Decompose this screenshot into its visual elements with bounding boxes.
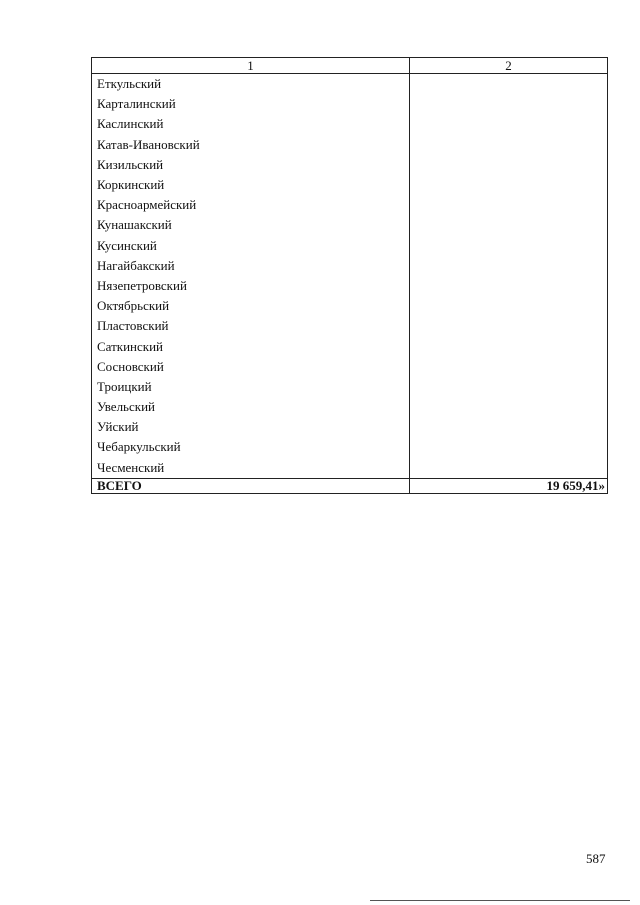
district-name: Троицкий <box>92 377 410 397</box>
district-name: Карталинский <box>92 94 410 114</box>
table-row <box>92 256 608 276</box>
district-name: Красноармейский <box>92 195 410 215</box>
table-row <box>92 276 608 296</box>
table-row <box>92 397 608 417</box>
district-value <box>410 155 608 175</box>
district-name: Уйский <box>92 417 410 437</box>
district-value <box>410 357 608 377</box>
table-row <box>92 114 608 134</box>
district-value <box>410 316 608 336</box>
district-name: Увельский <box>92 397 410 417</box>
table-row <box>92 417 608 437</box>
table-row <box>92 155 608 175</box>
table-row <box>92 94 608 114</box>
district-name: Сосновский <box>92 357 410 377</box>
district-name: Катав-Ивановский <box>92 135 410 155</box>
table-row <box>92 458 608 479</box>
district-value <box>410 74 608 95</box>
table-row <box>92 357 608 377</box>
district-name: Пластовский <box>92 316 410 336</box>
table-row <box>92 437 608 457</box>
district-value <box>410 135 608 155</box>
header-row <box>92 58 608 74</box>
district-value <box>410 336 608 356</box>
total-row <box>92 478 608 493</box>
district-name: Каслинский <box>92 114 410 134</box>
table-row <box>92 195 608 215</box>
table-row <box>92 336 608 356</box>
district-value <box>410 215 608 235</box>
district-name: Кизильский <box>92 155 410 175</box>
district-value <box>410 397 608 417</box>
district-value <box>410 256 608 276</box>
district-name: Нязепетровский <box>92 276 410 296</box>
district-value <box>410 175 608 195</box>
table-row <box>92 215 608 235</box>
district-name: Кусинский <box>92 236 410 256</box>
table-row <box>92 296 608 316</box>
district-value <box>410 114 608 134</box>
district-value <box>410 377 608 397</box>
district-value <box>410 296 608 316</box>
page-number: 587 <box>586 851 606 866</box>
column-header-2: 2 <box>410 58 608 74</box>
district-value <box>410 458 608 479</box>
district-name: Еткульский <box>92 74 410 95</box>
table-row <box>92 377 608 397</box>
total-label: ВСЕГО <box>92 478 410 493</box>
column-header-1: 1 <box>92 58 410 74</box>
district-value <box>410 195 608 215</box>
table-row <box>92 74 608 95</box>
table-row <box>92 316 608 336</box>
data-table <box>91 57 608 494</box>
table-row <box>92 135 608 155</box>
total-value: 19 659,41» <box>410 478 608 493</box>
district-name: Коркинский <box>92 175 410 195</box>
district-name: Чесменский <box>92 458 410 479</box>
district-name: Кунашакский <box>92 215 410 235</box>
district-name: Саткинский <box>92 336 410 356</box>
district-value <box>410 417 608 437</box>
district-name: Октябрьский <box>92 296 410 316</box>
district-value <box>410 94 608 114</box>
scan-edge-line <box>370 900 630 901</box>
district-value <box>410 276 608 296</box>
district-name: Нагайбакский <box>92 256 410 276</box>
district-value <box>410 437 608 457</box>
district-name: Чебаркульский <box>92 437 410 457</box>
district-value <box>410 236 608 256</box>
table-row <box>92 236 608 256</box>
table-row <box>92 175 608 195</box>
